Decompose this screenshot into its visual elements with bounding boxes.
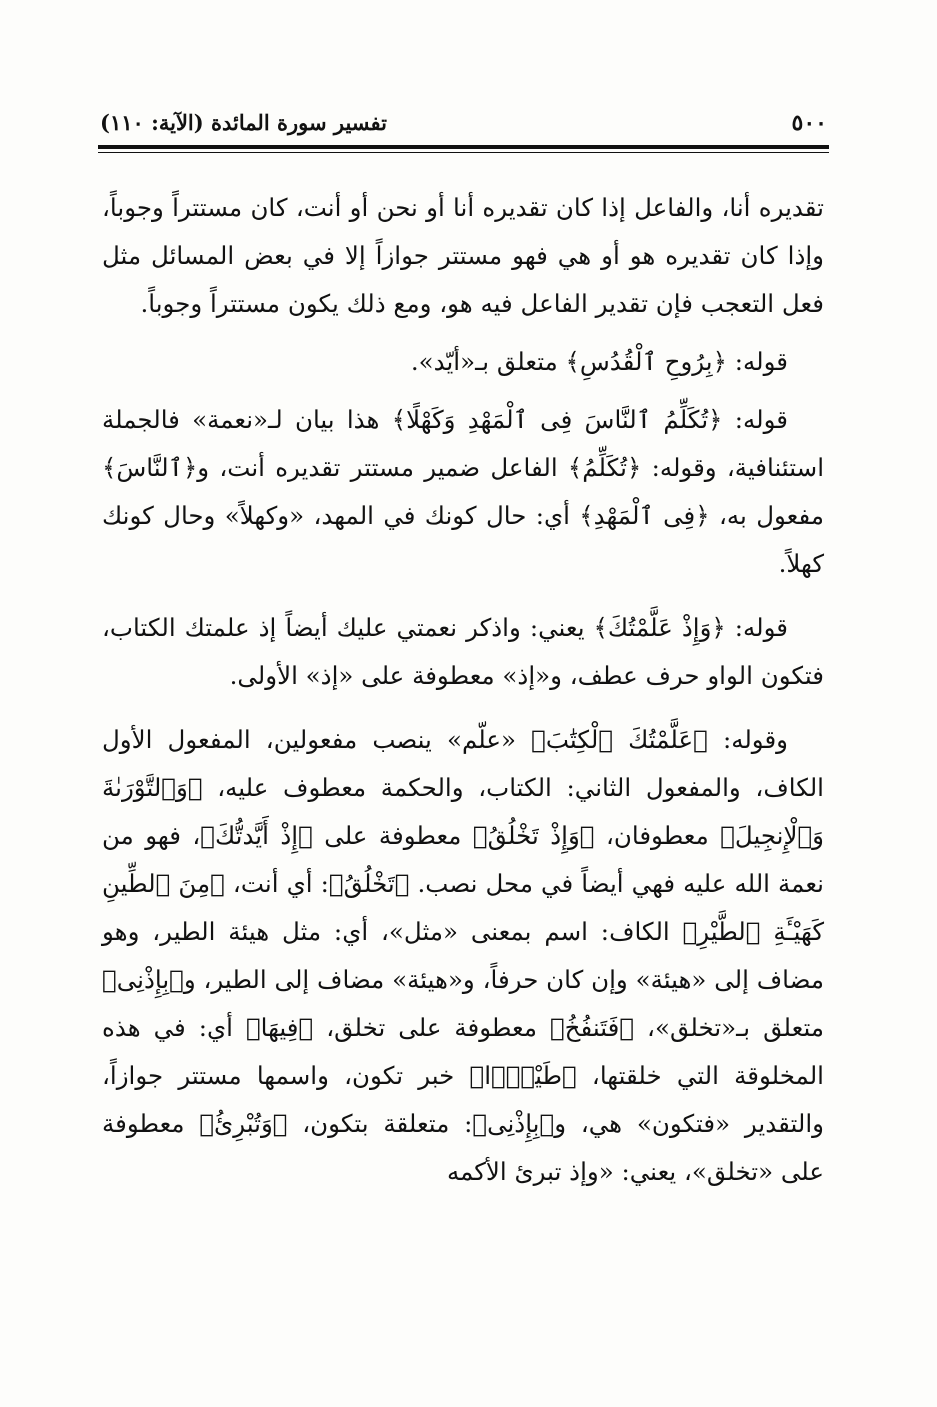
- page-number: ٥٠٠: [791, 110, 827, 136]
- paragraph: وقوله: ﴿عَلَّمْتُكَ ٱلْكِتَٰبَ﴾ «علّم» ينصب مفعولين، المفعول الأول الكاف، والمفعول الثاني: الكتاب، والحكمة معطوف عليه، ﴿وَٱلتَّوْرَىٰةَ وَٱلْإِنجِيلَ﴾ معطوفان، ﴿وَإِذْ تَخْلُقُ﴾ معطوفة على ﴿إِذْ أَيَّدتُّكَ﴾، فهو من نعمة الله عليه فهي أيضاً في محل نصب. ﴿تَخْلُقُ﴾: أي أنت، ﴿مِنَ ٱلطِّينِ كَهَيْـَٔةِ ٱلطَّيْرِ﴾ الكاف: اسم بمعنى «مثل»، أي: مثل هيئة الطير، وهو مضاف إلى «هيئة» وإن كان حرفاً، و«هيئة» مضاف إلى الطير، و﴿بِإِذْنِى﴾ متعلق بـ«تخلق»، ﴿فَتَنفُخُ﴾ معطوفة على تخلق، ﴿فِيهَا﴾ أي: في هذه المخلوقة التي خلقتها، ﴿طَيْرًۢا﴾ خبر تكون، واسمها مستتر جوازاً، والتقدير «فتكون» هي، و﴿بِإِذْنِى﴾: متعلقة بتكون، ﴿وَتُبْرِئُ﴾ معطوفة على «تخلق»، يعني: «وإذ تبرئ الأكمه: [102, 725, 824, 1186]
- paragraph: قوله: ﴿بِرُوحِ ٱلْقُدُسِ﴾ متعلق بـ«أيّد».: [410, 347, 788, 376]
- body-text: [102, 184, 824, 1206]
- header-rule-thick: [98, 145, 829, 149]
- paragraph: تقديره أنا، والفاعل إذا كان تقديره أنا أو نحن أو أنت، كان مستتراً وجوباً، وإذا كان تقديره هو أو هي فهو مستتر جوازاً إلا في بعض المسائل مثل فعل التعجب فإن تقدير الفاعل فيه هو، ومع ذلك يكون مستتراً وجوباً.: [102, 193, 824, 318]
- paragraph: قوله: ﴿تُكَلِّمُ ٱلنَّاسَ فِى ٱلْمَهْدِ وَكَهْلًا﴾ هذا بيان لـ«نعمة» فالجملة استئنافية، وقوله: ﴿تُكَلِّمُ﴾ الفاعل ضمير مستتر تقديره أنت، و﴿ٱلنَّاسَ﴾ مفعول به، ﴿فِى ٱلْمَهْدِ﴾ أي: حال كونك في المهد، «وكهلاً» وحال كونك كهلاً.: [102, 405, 824, 578]
- running-title: تفسير سورة المائدة (الآية: ١١٠): [100, 110, 387, 135]
- paragraph: قوله: ﴿وَإِذْ عَلَّمْتُكَ﴾ يعني: واذكر نعمتي عليك أيضاً إذ علمتك الكتاب، فتكون الواو حرف عطف، و«إذ» معطوفة على «إذ» الأولى.: [102, 613, 824, 690]
- page-header: [100, 108, 827, 146]
- header-rule-thin: [98, 152, 829, 153]
